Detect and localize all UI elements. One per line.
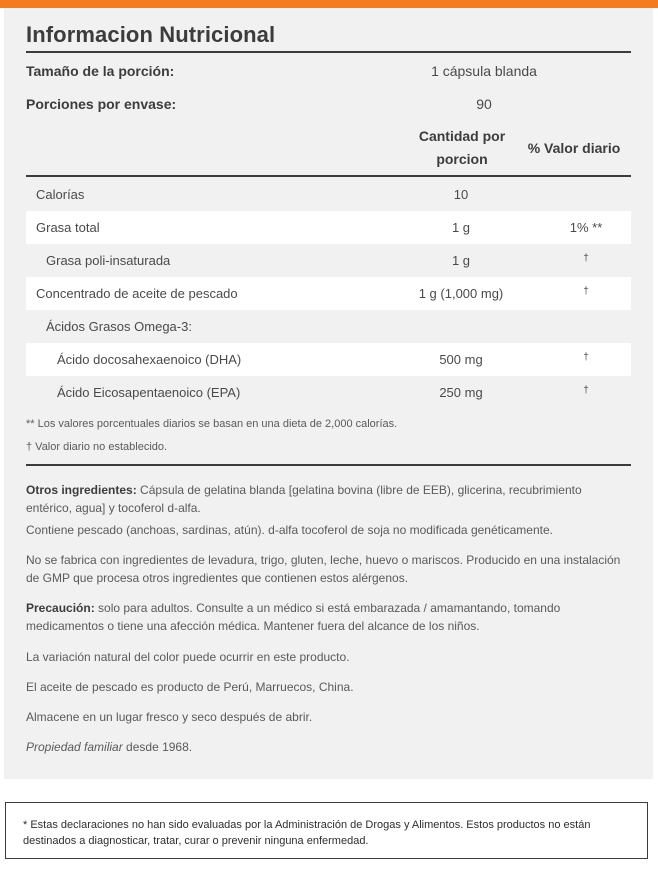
table-row: Ácido Eicosapentaenoico (EPA) 250 mg †: [57, 385, 589, 400]
storage-note: Almacene en un lugar fresco y seco después de abrir.: [26, 710, 313, 724]
origin-note: El aceite de pescado es producto de Perú, Marruecos, China.: [26, 680, 354, 694]
footnote-divider: [26, 464, 631, 466]
table-row: Concentrado de aceite de pescado 1 g (1,000 mg) †: [26, 277, 631, 310]
fda-disclaimer: * Estas declaraciones no han sido evaluadas por la Administración de Drogas y Alimentos. Estos productos no están destinados a diagnosticar, tratar, curar o prevenir ninguna enfermedad.: [23, 819, 591, 847]
dv-footnote: ** Los valores porcentuales diarios se basan en una dieta de 2,000 calorías.: [26, 418, 398, 430]
top-accent-bar: [0, 0, 658, 8]
table-row: Ácido docosahexaenoico (DHA) 500 mg †: [26, 343, 631, 376]
nutrition-panel: [4, 8, 653, 779]
panel-title: Informacion Nutricional: [26, 22, 276, 47]
dagger-footnote: † Valor diario no establecido.: [26, 441, 168, 453]
caution-note: Precaución: solo para adultos. Consulte a un médico si está embarazada / amamantando, tomando medicamentos o tiene una afección médica. Mantener fuera del alcance de los niños.: [26, 601, 561, 633]
title-divider: [26, 51, 631, 53]
allergen-note: No se fabrica con ingredientes de levadura, trigo, gluten, leche, huevo o mariscos. Producido en una instalación de GMP que procesa otros ingredientes que contienen estos alérgenos.: [26, 553, 621, 585]
header-divider: [26, 175, 631, 177]
servings-count-value: 90: [476, 96, 492, 112]
serving-size-label: Tamaño de la porción:: [26, 63, 175, 79]
fda-disclaimer-box: [5, 802, 648, 859]
serving-size-value: 1 cápsula blanda: [431, 63, 537, 79]
table-row: Ácidos Grasos Omega-3:: [46, 319, 192, 334]
color-note: La variación natural del color puede ocurrir en este producto.: [26, 650, 350, 664]
other-ingredients: Otros ingredientes: Cápsula de gelatina blanda [gelatina bovina (libre de EEB), glicerina, recubrimiento entérico, agua] y tocoferol d-alfa.: [26, 483, 582, 515]
dv-header: % Valor diario: [527, 140, 621, 156]
table-row: Grasa total 1 g 1% **: [26, 211, 631, 244]
table-row: Grasa poli-insaturada 1 g †: [46, 253, 589, 268]
family-note: Propiedad familiar desde 1968.: [26, 740, 193, 754]
contains-note: Contiene pescado (anchoas, sardinas, atún). d-alfa tocoferol de soja no modificada genéticamente.: [26, 523, 553, 537]
servings-count-label: Porciones por envase:: [26, 96, 177, 112]
table-row: Calorías 10: [36, 187, 469, 202]
amount-header: Cantidad por porcion: [418, 128, 506, 167]
